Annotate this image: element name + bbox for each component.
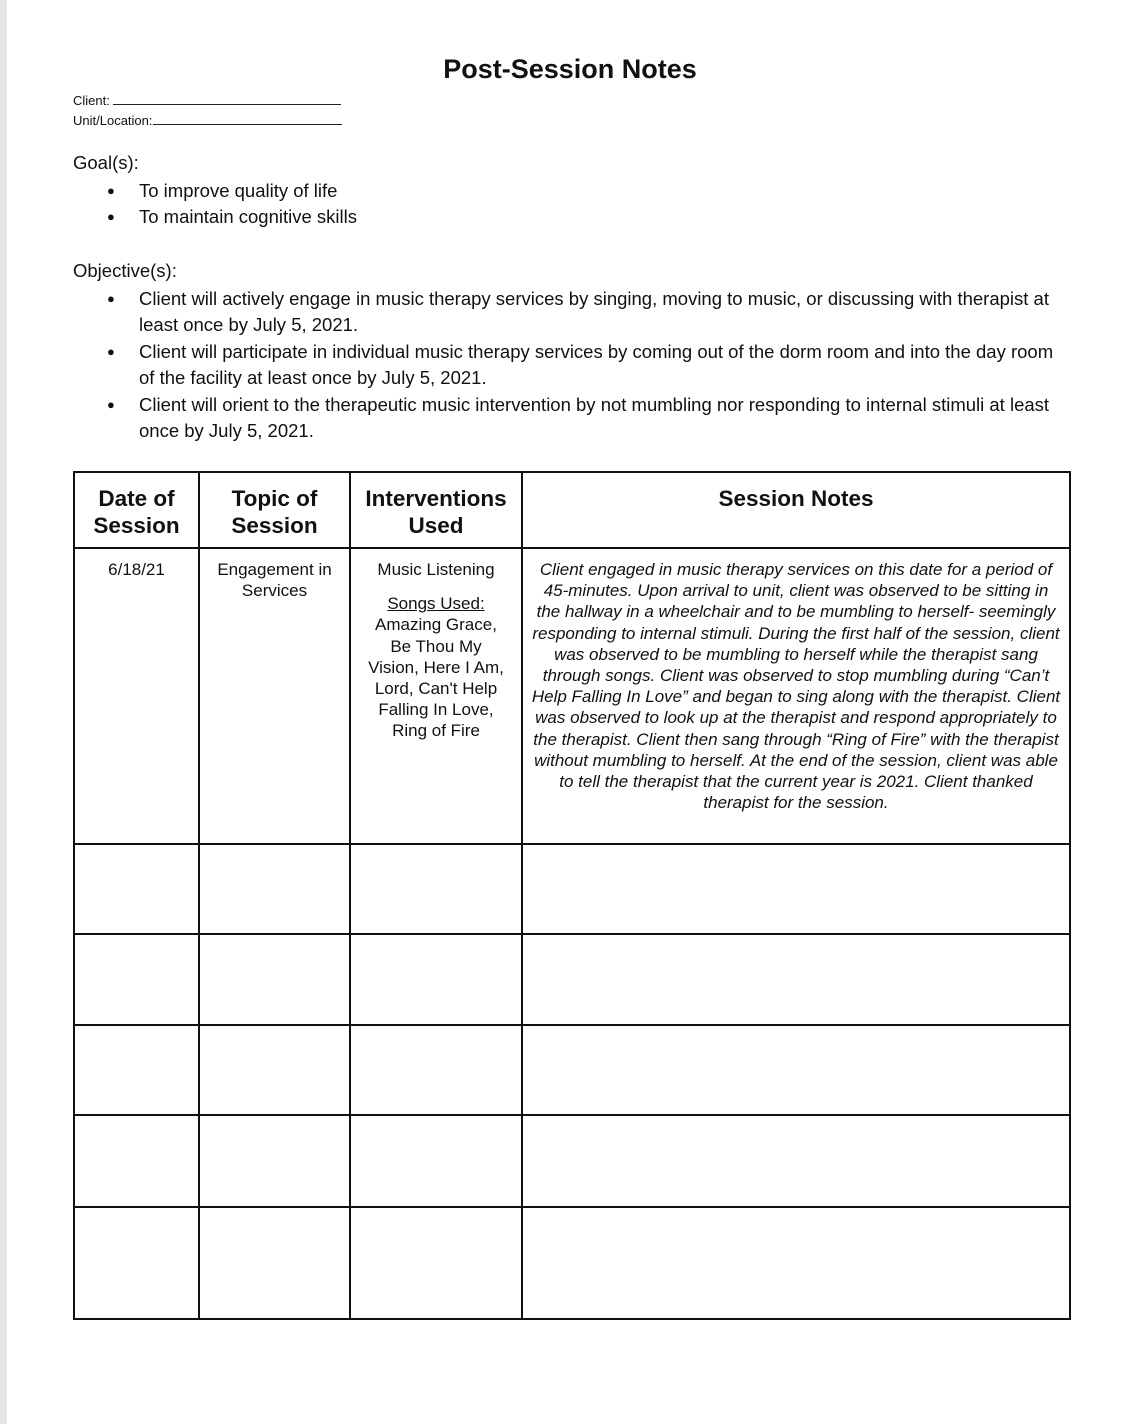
empty-cell[interactable] — [350, 844, 522, 934]
empty-cell[interactable] — [199, 1025, 350, 1115]
table-row — [74, 1025, 1070, 1115]
table-row — [74, 548, 1070, 844]
cell-topic: Engagement in Services — [199, 548, 350, 844]
page-edge — [0, 0, 7, 1424]
unit-field — [73, 113, 342, 128]
empty-cell[interactable] — [74, 844, 199, 934]
objective-item: ● Client will orient to the therapeutic music intervention by not mumbling nor responding to internal stimuli at least once by July 5, 2021. — [73, 392, 1073, 445]
empty-cell[interactable] — [74, 1025, 199, 1115]
empty-cell[interactable] — [199, 1207, 350, 1319]
page-title: Post-Session Notes — [443, 54, 697, 84]
empty-cell[interactable] — [350, 1115, 522, 1207]
objectives-heading: Objective(s): — [73, 260, 177, 281]
empty-cell[interactable] — [350, 1207, 522, 1319]
empty-cell[interactable] — [199, 934, 350, 1025]
client-input[interactable] — [113, 93, 341, 105]
table-header-row — [74, 472, 1070, 548]
header-notes: Session Notes — [522, 472, 1070, 548]
objective-item: ● Client will participate in individual music therapy services by coming out of the dorm room and into the day room of the facility at least once by July 5, 2021. — [73, 339, 1073, 392]
table-row — [74, 844, 1070, 934]
objectives-section — [73, 258, 1073, 445]
cell-date: 6/18/21 — [74, 548, 199, 844]
objective-item: ● Client will actively engage in music therapy services by singing, moving to music, or discussing with therapist at least once by July 5, 2021. — [73, 286, 1073, 339]
unit-input[interactable] — [153, 113, 342, 125]
table-row — [74, 934, 1070, 1025]
songs-list: Amazing Grace, Be Thou My Vision, Here I Am, Lord, Can't Help Falling In Love, Ring of Fire — [368, 615, 504, 741]
table-row — [74, 1207, 1070, 1319]
empty-cell[interactable] — [74, 1115, 199, 1207]
session-table — [73, 471, 1071, 1320]
unit-label: Unit/Location: — [73, 113, 153, 128]
empty-cell[interactable] — [522, 934, 1070, 1025]
empty-cell[interactable] — [350, 1025, 522, 1115]
intervention-text: Music Listening — [377, 560, 495, 579]
songs-label: Songs Used: — [387, 594, 485, 614]
goals-heading: Goal(s): — [73, 152, 139, 173]
header-interventions: Interventions Used — [350, 472, 522, 548]
goals-section — [73, 150, 1073, 231]
goal-item: ● To maintain cognitive skills — [73, 204, 1073, 231]
goal-item: ● To improve quality of life — [73, 178, 1073, 205]
cell-notes: Client engaged in music therapy services on this date for a period of 45-minutes. Upon arrival to unit, client was observed to be sitting in the hallway in a wheelchair and to be mumbling to herself- seemingly responding to internal stimuli. During the first half of the session, client was observed to be mumbling to herself while the therapist sang through songs. Client was observed to stop mumbling during “Can’t Help Falling In Love” and began to sing along with the therapist. Client was observed to look up at the therapist and respond appropriately to the therapist. Client then sang through “Ring of Fire” with the therapist without mumbling to herself. At the end of the session, client was able to tell the therapist that the current year is 2021. Client thanked therapist for the session. — [522, 548, 1070, 844]
empty-cell[interactable] — [199, 1115, 350, 1207]
empty-cell[interactable] — [522, 1207, 1070, 1319]
header-topic: Topic of Session — [199, 472, 350, 548]
empty-cell[interactable] — [522, 844, 1070, 934]
empty-cell[interactable] — [522, 1115, 1070, 1207]
empty-cell[interactable] — [350, 934, 522, 1025]
empty-cell[interactable] — [74, 1207, 199, 1319]
table-row — [74, 1115, 1070, 1207]
cell-interventions — [350, 548, 522, 844]
empty-cell[interactable] — [199, 844, 350, 934]
empty-cell[interactable] — [522, 1025, 1070, 1115]
client-label: Client: — [73, 93, 110, 108]
client-field — [73, 93, 341, 108]
empty-cell[interactable] — [74, 934, 199, 1025]
header-date: Date of Session — [74, 472, 199, 548]
